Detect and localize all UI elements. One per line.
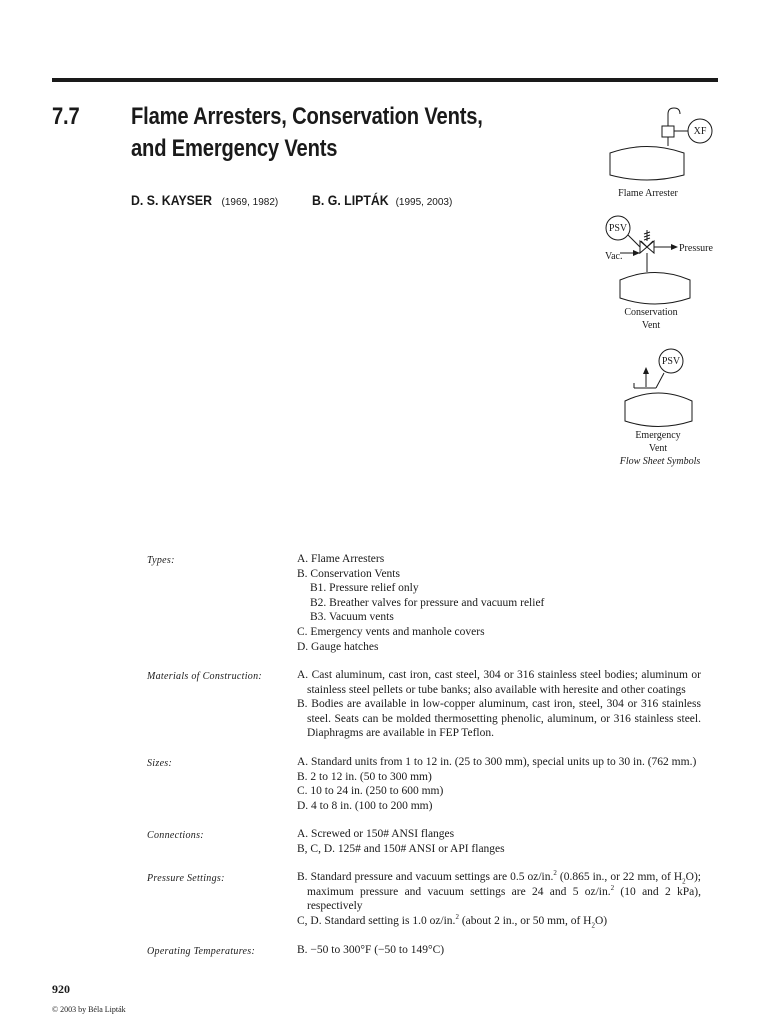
spec-line: D. Gauge hatches	[297, 640, 379, 653]
copyright-notice: © 2003 by Béla Lipták	[52, 1005, 126, 1014]
spec-label-materials: Materials of Construction:	[147, 671, 263, 682]
flame-arrester-tank-icon	[610, 147, 684, 181]
conservation-valve-icon	[620, 230, 676, 272]
section-number: 7.7	[52, 103, 80, 130]
conservation-vent-label-line-1: Conservation	[624, 307, 678, 318]
spec-line-pressure-cd: C, D. Standard setting is 1.0 oz/in.$^2$ (about 2 in., or 50 mm, of $H_2O$)	[297, 912, 608, 930]
spec-line: D. 4 to 8 in. (100 to 200 mm)	[297, 799, 433, 812]
spec-line: A. Cast aluminum, cast iron, cast steel, 304 or 316 stainless steel bodies; aluminum or stainless steel pellets or tube banks; also available with heresite and other coatings	[297, 669, 701, 696]
spec-label-sizes: Sizes:	[147, 758, 173, 769]
spec-line: B1. Pressure relief only	[310, 582, 419, 595]
author-name: D. S. KAYSER	[131, 192, 213, 208]
spec-value-sizes	[297, 755, 701, 813]
spec-line: A. Standard units from 1 to 12 in. (25 to 300 mm), special units up to 30 in. (762 mm.)	[297, 756, 697, 768]
spec-label-types: Types:	[147, 555, 175, 566]
spec-label-connections: Connections:	[147, 830, 204, 841]
spec-line: B. Conservation Vents	[297, 567, 400, 580]
section-title-line-2: and Emergency Vents	[131, 135, 338, 162]
spec-line: B, C, D. 125# and 150# ANSI or API flanges	[297, 842, 505, 855]
flame-arrester-label: Flame Arrester	[618, 188, 678, 199]
spec-value-materials	[297, 668, 701, 741]
conservation-vent-label	[605, 306, 697, 332]
spec-line: B3. Vacuum vents	[310, 611, 394, 624]
vac-label: Vac.	[605, 251, 623, 262]
pressure-label: Pressure	[679, 243, 713, 254]
spec-label-temps: Operating Temperatures:	[147, 946, 256, 957]
spec-line: C. Emergency vents and manhole covers	[297, 625, 485, 638]
conservation-vent-label-line-2: Vent	[641, 320, 661, 331]
spec-line: A. Screwed or 150# ANSI flanges	[297, 828, 455, 840]
emergency-vent-icon	[634, 370, 664, 388]
author-kayser	[131, 192, 278, 210]
psv-tag: PSV	[608, 223, 628, 234]
flow-sheet-symbols-caption: Flow Sheet Symbols	[619, 456, 701, 467]
pressure-arrow-icon	[671, 244, 678, 250]
spec-line: A. Flame Arresters	[297, 553, 385, 565]
psv-tag-2: PSV	[661, 356, 681, 367]
author-liptak	[312, 192, 452, 210]
spec-value-connections	[297, 827, 701, 856]
emergency-vent-label-line-2: Vent	[648, 443, 668, 454]
spec-value-temps	[297, 943, 701, 958]
spec-line-pressure-b: B. Standard pressure and vacuum settings are 0.5 oz/in.$^2$ (0.865 in., or 22 mm, of $H_2O$); maximum pressure and vacuum settings are 24 and 5 oz/in.$^2$ (10 and 2 kPa), respectively	[297, 869, 701, 913]
section-title-line-1: Flame Arresters, Conservation Vents,	[131, 103, 483, 130]
spec-value-pressure	[297, 870, 701, 928]
spec-line: C. 10 to 24 in. (250 to 600 mm)	[297, 785, 444, 798]
spec-line: B. 2 to 12 in. (50 to 300 mm)	[297, 770, 432, 783]
spec-line: B. −50 to 300°F (−50 to 149°C)	[297, 944, 445, 956]
conservation-vent-tank-icon	[620, 273, 690, 305]
vacuum-arrow-icon	[633, 250, 640, 256]
emergency-arrow-icon	[643, 367, 649, 374]
spec-line: B. Bodies are available in low-copper aluminum, cast iron, steel, 304 or 316 stainless steel. Seats can be molded thermosetting phenolic, aluminum, or 316 stainless steel. Diaphragms are available in FEP Teflon.	[297, 698, 701, 740]
xf-tag: XF	[693, 126, 707, 137]
page-number: 920	[52, 982, 70, 996]
spec-value-types	[297, 552, 701, 654]
emergency-vent-label-line-1: Emergency	[635, 430, 681, 441]
spec-line: B2. Breather valves for pressure and vacuum relief	[310, 596, 545, 609]
emergency-vent-tank-icon	[625, 393, 692, 427]
header-rule	[52, 78, 718, 82]
author-name: B. G. LIPTÁK	[312, 192, 389, 208]
author-years: (1969, 1982)	[221, 197, 279, 208]
spec-label-pressure: Pressure Settings:	[147, 873, 225, 884]
section-title	[131, 101, 568, 165]
emergency-vent-label	[612, 429, 704, 455]
author-years: (1995, 2003)	[395, 197, 453, 208]
